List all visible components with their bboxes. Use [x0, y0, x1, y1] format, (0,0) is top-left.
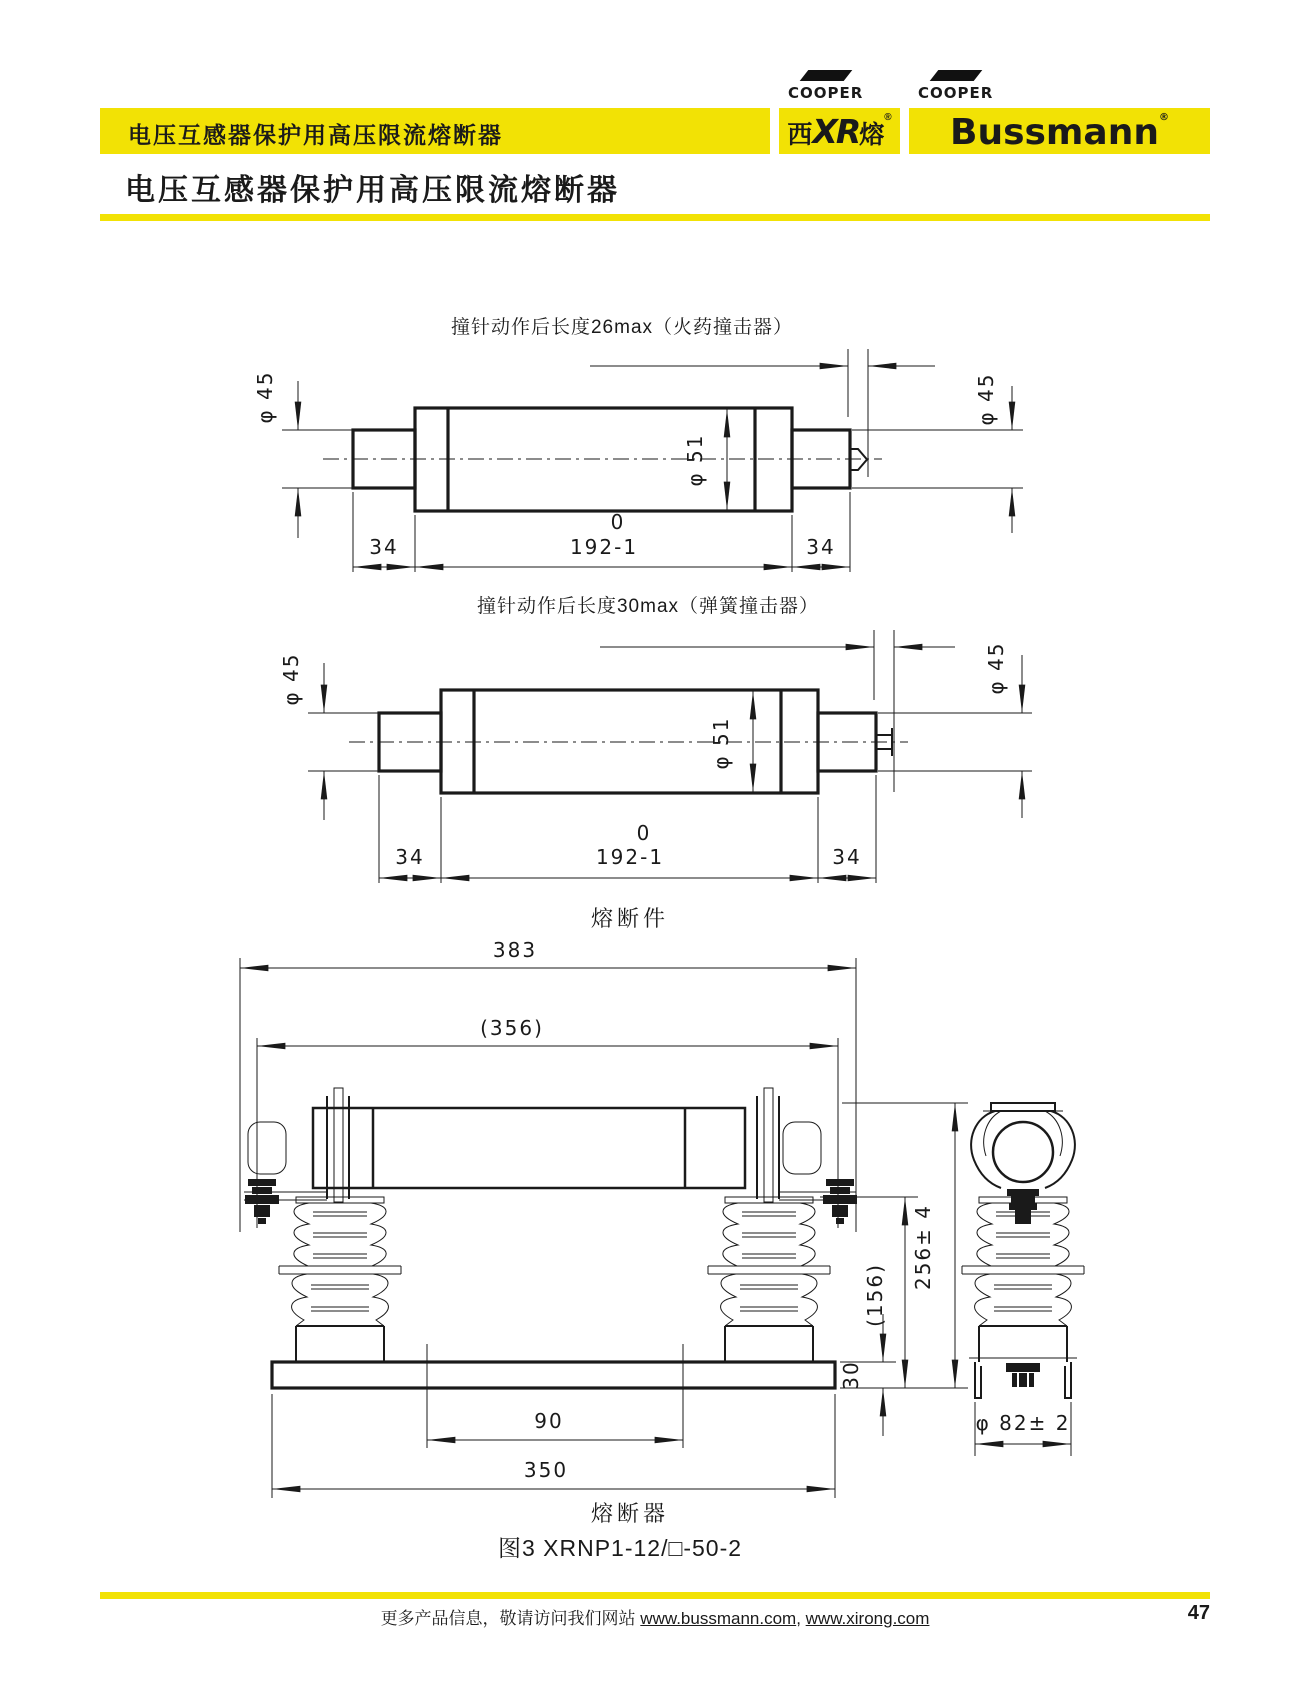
- length-dimensions: [379, 775, 876, 883]
- striker-annotation: 撞针动作后长度30max（弹簧撞击器）: [476, 596, 820, 617]
- fuse-clips-front: [244, 1088, 856, 1202]
- xr-logo-right: 熔: [859, 121, 885, 149]
- svg-text:φ 51: φ 51: [683, 433, 707, 487]
- svg-text:φ 45: φ 45: [974, 372, 998, 426]
- phi45-left-dimension: [253, 371, 353, 539]
- svg-text:383: 383: [492, 938, 538, 962]
- xirong-link[interactable]: www.xirong.com: [805, 1609, 930, 1628]
- footer-comma: ,: [796, 1609, 801, 1628]
- dim-156: [820, 1197, 918, 1388]
- svg-text:350: 350: [523, 1458, 569, 1482]
- dim-192: 192-1: [595, 845, 665, 869]
- dim-tol0: 0: [636, 821, 652, 845]
- figure-fuse-mount: [240, 938, 1084, 1561]
- page-number: 47: [1187, 1602, 1210, 1624]
- mount-bracket-side: [969, 1358, 1077, 1398]
- dim-34-left: 34: [395, 845, 425, 869]
- figure-fuse-link-powder: [253, 316, 1023, 572]
- page-title: 电压互感器保护用高压限流熔断器: [125, 174, 620, 207]
- dim-tol0: 0: [610, 510, 626, 534]
- dim-356: [257, 1016, 838, 1228]
- svg-text:30: 30: [839, 1360, 863, 1390]
- dim-192: 192-1: [569, 535, 639, 559]
- xr-logo-left: 西: [787, 121, 813, 149]
- terminal-bolt-right: [823, 1179, 857, 1224]
- registered-icon: ®: [1159, 112, 1169, 123]
- svg-text:φ 51: φ 51: [709, 716, 733, 770]
- dim-90: [427, 1344, 683, 1448]
- cooper-wordmark: COOPER: [788, 84, 864, 102]
- fuse-tube-front: [313, 1108, 745, 1188]
- striker-dimension-lines: [590, 349, 935, 477]
- svg-text:(156): (156): [863, 1263, 887, 1327]
- phi51-dimension: [709, 691, 753, 792]
- svg-text:φ 82± 2: φ 82± 2: [975, 1411, 1071, 1435]
- dim-30: [839, 1314, 896, 1436]
- svg-text:φ 45: φ 45: [984, 641, 1008, 695]
- insulator-left: [279, 1197, 401, 1362]
- dim-34-left: 34: [369, 535, 399, 559]
- footer-prefix: 更多产品信息，敬请访问我们网站: [380, 1609, 636, 1628]
- phi45-right-dimension: [878, 642, 1032, 819]
- fuse-mount-label: 熔断器: [590, 1501, 670, 1526]
- bussmann-link[interactable]: www.bussmann.com: [640, 1609, 797, 1628]
- registered-icon: ®: [884, 112, 892, 123]
- cooper-wordmark: COOPER: [918, 84, 994, 102]
- bussmann-wordmark: Bussmann: [950, 112, 1159, 153]
- dim-82: [975, 1402, 1071, 1456]
- svg-text:90: 90: [534, 1409, 564, 1433]
- fuse-link-label: 熔断件: [590, 906, 670, 931]
- figure-caption: 图3 XRNP1-12/□-50-2: [497, 1535, 743, 1561]
- phi45-left-dimension: [279, 653, 379, 821]
- footer-rule: [100, 1592, 1210, 1599]
- striker-annotation: 撞针动作后长度26max（火药撞击器）: [450, 317, 794, 338]
- header-banner-title: 电压互感器保护用高压限流熔断器: [128, 122, 503, 148]
- phi45-right-dimension: [852, 373, 1023, 534]
- phi51-dimension: [683, 409, 727, 510]
- mount-base: [272, 1362, 835, 1388]
- dim-256: [840, 1103, 968, 1388]
- dim-34-right: 34: [806, 535, 836, 559]
- dim-34-right: 34: [832, 845, 862, 869]
- svg-text:256± 4: 256± 4: [911, 1203, 935, 1291]
- xr-logo-mark: XR: [812, 112, 860, 151]
- striker-dimension-lines: [600, 630, 955, 792]
- fuse-clip-side-view: [971, 1103, 1075, 1188]
- terminal-bolt-left: [245, 1179, 279, 1224]
- svg-text:(356): (356): [480, 1016, 544, 1040]
- clip-bolt-side: [1007, 1189, 1039, 1224]
- length-dimensions: [353, 492, 850, 572]
- footer-text: [100, 1604, 1210, 1629]
- svg-text:φ 45: φ 45: [279, 652, 303, 706]
- insulator-right: [708, 1197, 830, 1362]
- svg-text:φ 45: φ 45: [253, 370, 277, 424]
- figure-fuse-link-spring: [279, 595, 1032, 883]
